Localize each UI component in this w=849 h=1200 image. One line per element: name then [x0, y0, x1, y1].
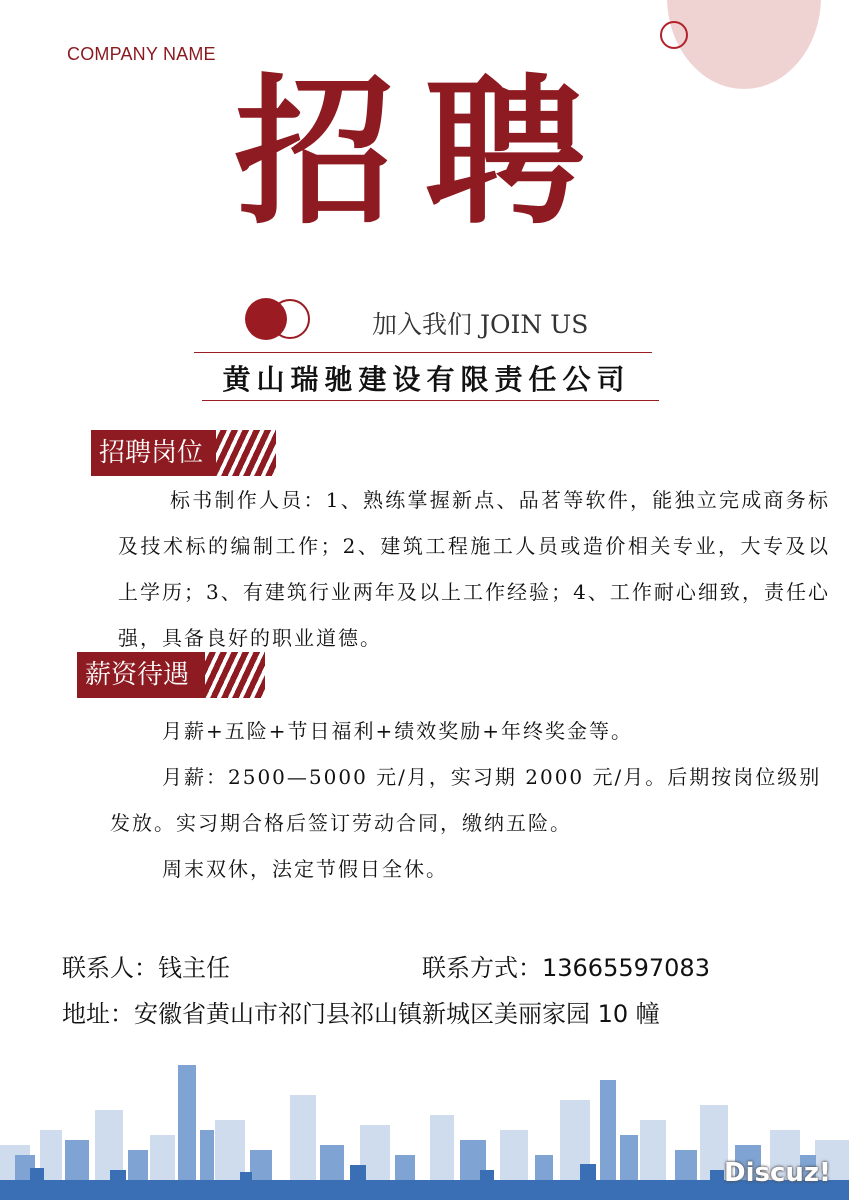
join-us-subtitle: 加入我们 JOIN US — [372, 310, 589, 339]
divider-top — [194, 352, 652, 353]
contact-phone: 联系方式：13665597083 — [422, 954, 710, 982]
company-name-label: COMPANY NAME — [67, 44, 216, 64]
section-heading-salary — [77, 652, 265, 698]
salary-details — [110, 708, 830, 892]
section-heading-label: 薪资待遇 — [85, 660, 190, 690]
decorative-ring — [660, 21, 688, 49]
stripe-decoration — [216, 430, 276, 476]
contact-address: 地址：安徽省黄山市祁门县祁山镇新城区美丽家园 10 幢 — [62, 1000, 660, 1028]
decorative-dot-ring — [270, 299, 310, 339]
company-full-name: 黄山瑞驰建设有限责任公司 — [222, 363, 631, 396]
salary-rest: 周末双休，法定节假日全休。 — [162, 857, 448, 881]
section-heading-positions — [91, 430, 276, 476]
stripe-decoration — [205, 652, 265, 698]
divider-bottom — [202, 400, 659, 401]
contact-person: 联系人：钱主任 — [62, 954, 230, 982]
salary-benefits: 月薪+五险+节日福利+绩效奖励+年终奖金等。 — [162, 719, 634, 743]
watermark-label: Discuz! — [724, 1158, 831, 1188]
poster-title: 招聘 — [234, 58, 615, 246]
salary-pay: 月薪：2500—5000 元/月，实习期 2000 元/月。后期按岗位级别发放。实习期合格后签订劳动合同，缴纳五险。 — [110, 765, 822, 835]
city-skyline-graphic — [0, 1060, 849, 1200]
section-heading-label: 招聘岗位 — [99, 438, 204, 468]
job-description: 标书制作人员：1、熟练掌握新点、品茗等软件，能独立完成商务标及技术标的编制工作；2、建筑工程施工人员或造价相关专业，大专及以上学历；3、有建筑行业两年及以上工作经验；4、工作耐心细致，责任心强，具备良好的职业道德。 — [118, 488, 830, 650]
